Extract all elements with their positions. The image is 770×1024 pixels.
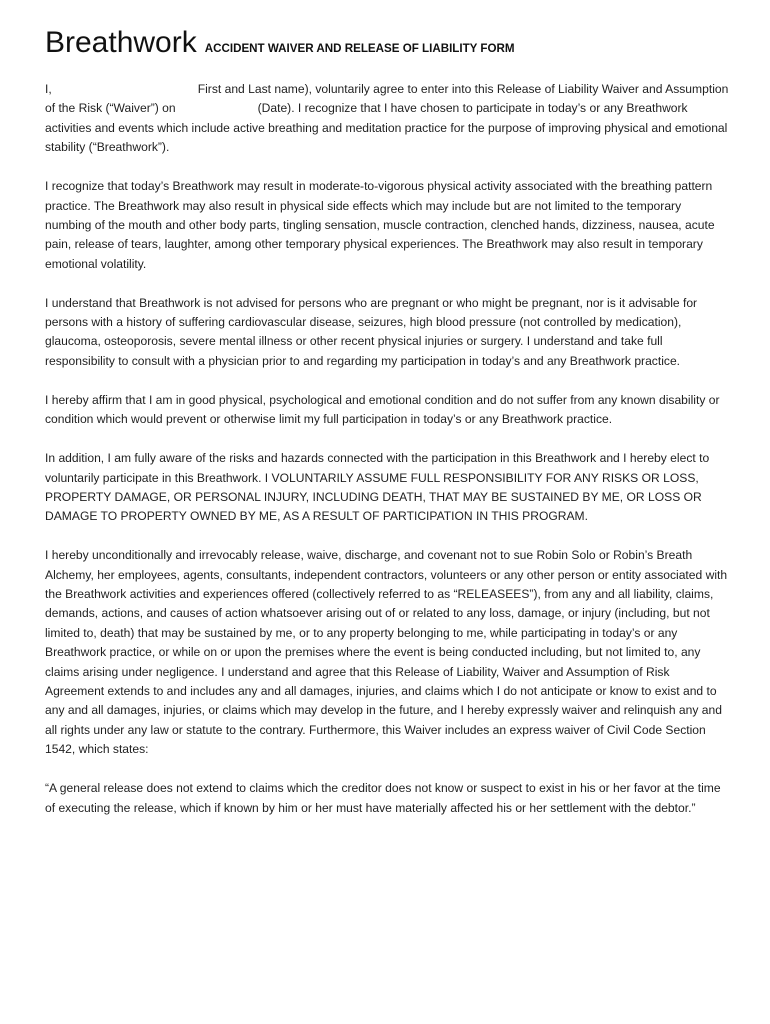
civil-code-quote: “A general release does not extend to claims which the creditor does not know or suspect to exist in his or her favor at the time of executing the release, which if known by him or her must have materially affected his or her settlement with the debtor.” — [45, 781, 721, 815]
form-title: ACCIDENT WAIVER AND RELEASE OF LIABILITY FORM — [204, 42, 515, 55]
document-header — [45, 26, 730, 60]
intro-prefix: I, — [45, 82, 52, 96]
intro-paragraph — [45, 80, 730, 158]
date-label: (Date). I recognize that I have chosen to participate in today’s or any Breathwork activities and events which include active breathing and meditation practice for the purpose of improving physical and emotional stability (“Breathwork”). — [45, 101, 728, 155]
assumption-of-risk-paragraph: In addition, I am fully aware of the risks and hazards connected with the participation in this Breathwork and I hereby elect to voluntarily participate in this Breathwork. I VOLUNTARILY ASSUME FULL RESPONSIBILITY FOR ANY RISKS OR LOSS, PROPERTY DAMAGE, OR PERSONAL INJURY, INCLUDING DEATH, THAT MAY BE SUSTAINED BY ME, OR LOSS OR DAMAGE TO PROPERTY OWNED BY ME, AS A RESULT OF PARTICIPATION IN THIS PROGRAM. — [45, 451, 710, 524]
medical-advisory-paragraph: I understand that Breathwork is not advised for persons who are pregnant or who might be pregnant, nor is it advisable for persons with a history of suffering cardiovascular disease, seizures, high blood pressure (not controlled by medication), glaucoma, osteoporosis, severe mental illness or other recent physical injuries or surgery. I understand and take full responsibility to consult with a physician prior to and regarding my participation in today’s and any Breathwork practice. — [45, 295, 698, 368]
brand-title: Breathwork — [45, 26, 197, 59]
health-affirmation-paragraph: I hereby affirm that I am in good physical, psychological and emotional condition and do not suffer from any known disability or condition which would prevent or otherwise limit my full participation in today’s or any Breathwork practice. — [45, 392, 720, 427]
release-paragraph: I hereby unconditionally and irrevocably release, waive, discharge, and covenant not to sue Robin Solo or Robin’s Breath Alchemy, her employees, agents, consultants, independent contractors, volunteers or any other person or entity associated with the Breathwork activities and experiences offered (collectively referred to as “RELEASEES”), from any and all liability, claims, demands, actions, and causes of action whatsoever arising out of or related to any loss, damage, or injury (including, but not limited to, death) that may be sustained by me, or to any property belonging to me, while participating in today’s or any Breathwork practice, or while on or upon the premises where the event is being conducted including, but not limited to, any claims arising under negligence. I understand and agree that this Release of Liability, Waiver and Assumption of Risk Agreement extends to and includes any and all damages, injuries, and claims which I do not anticipate or know to exist and to any and all damages, injuries, or claims which may develop in the future, and I hereby expressly waiver and relinquish any and all rights under any law or statute to the contrary. Furthermore, this Waiver includes an express waiver of Civil Code Section 1542, which states: — [45, 548, 728, 757]
physical-effects-paragraph: I recognize that today’s Breathwork may result in moderate-to-vigorous physical activity associated with the breathing pattern practice. The Breathwork may also result in physical side effects which may include but are not limited to the temporary numbing of the mouth and other body parts, tingling sensation, muscle contraction, clenched hands, dizziness, nausea, acute pain, release of tears, laughter, among other temporary physical experiences. The Breathwork may also result in temporary emotional volatility. — [45, 179, 715, 271]
name-label: First and Last name), voluntarily agree to enter into this Release of Liability Waiver and Assumption of the Risk (“Waiver”) on — [45, 82, 729, 116]
